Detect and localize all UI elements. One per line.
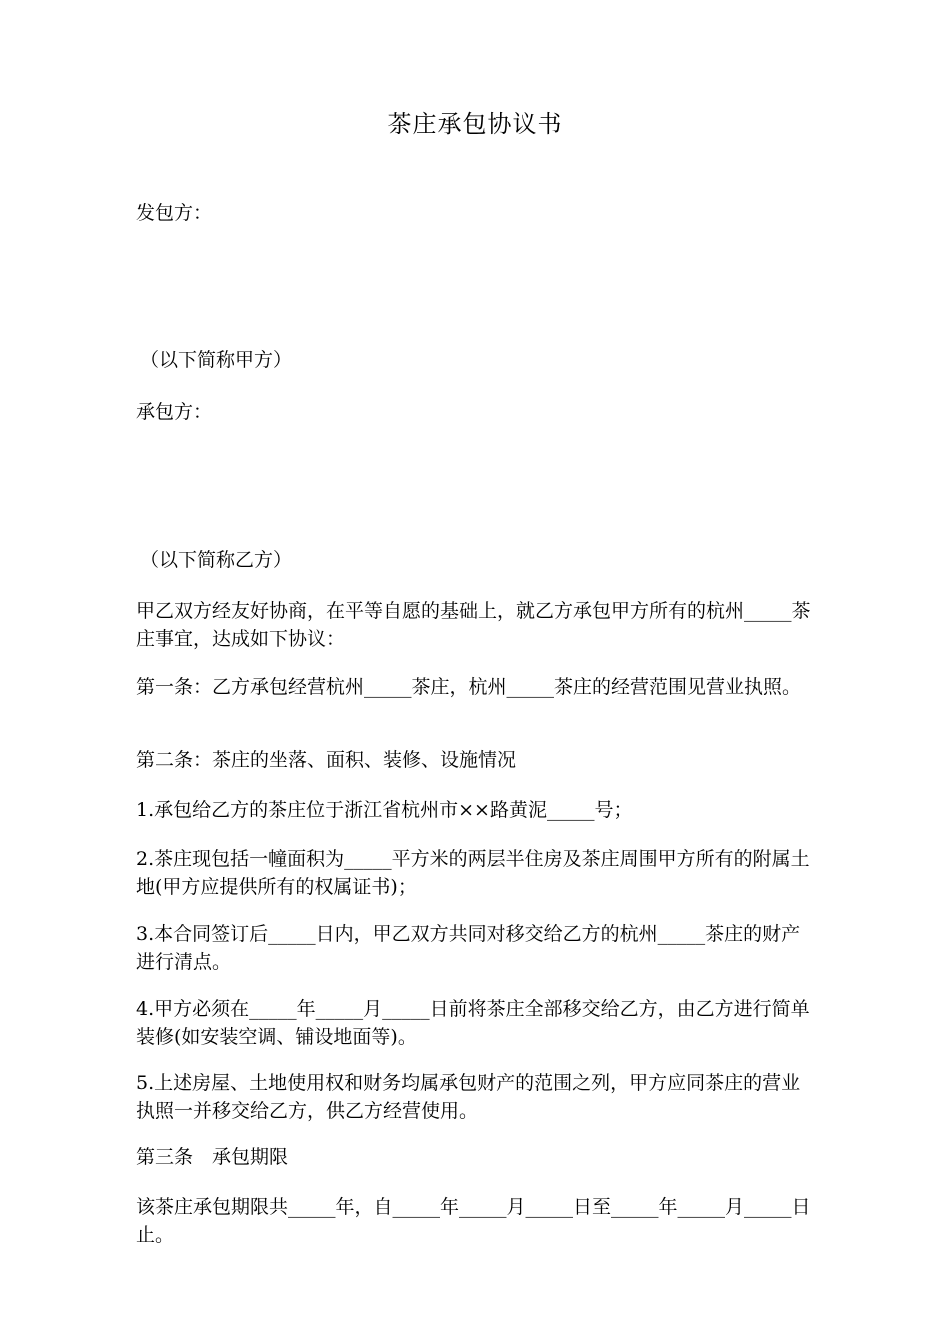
article-1: 第一条：乙方承包经营杭州_____茶庄，杭州_____茶庄的经营范围见营业执照。	[136, 676, 802, 698]
article-3-body: 该茶庄承包期限共_____年，自_____年_____月_____日至_____年_____月_____日止。	[136, 1196, 811, 1246]
article-2-item-5: 5.上述房屋、土地使用权和财务均属承包财产的范围之列，甲方应同茶庄的营业执照一并移交给乙方，供乙方经营使用。	[136, 1072, 801, 1122]
article-2-item-2: 2.茶庄现包括一幢面积为_____平方米的两层半住房及茶庄周围甲方所有的附属土地(甲方应提供所有的权属证书)；	[136, 848, 810, 898]
article-2-item-4: 4.甲方必须在_____年_____月_____日前将茶庄全部移交给乙方，由乙方进行简单装修(如安装空调、铺设地面等)。	[136, 998, 810, 1048]
article-2-heading: 第二条：茶庄的坐落、面积、装修、设施情况	[136, 749, 517, 771]
article-2-item-1: 1.承包给乙方的茶庄位于浙江省杭州市××路黄泥_____号；	[136, 799, 633, 821]
party-b-note: （以下简称乙方）	[140, 549, 293, 571]
article-2-item-3: 3.本合同签订后_____日内，甲乙双方共同对移交给乙方的杭州_____茶庄的财产进行清点。	[136, 923, 801, 973]
party-b-label: 承包方：	[136, 401, 213, 423]
intro-paragraph: 甲乙双方经友好协商，在平等自愿的基础上，就乙方承包甲方所有的杭州_____茶庄事宜，达成如下协议：	[136, 600, 811, 650]
article-3-heading: 第三条 承包期限	[136, 1146, 289, 1168]
party-a-label: 发包方：	[136, 202, 213, 224]
document-title: 茶庄承包协议书	[387, 110, 563, 138]
party-a-note: （以下简称甲方）	[140, 349, 293, 371]
